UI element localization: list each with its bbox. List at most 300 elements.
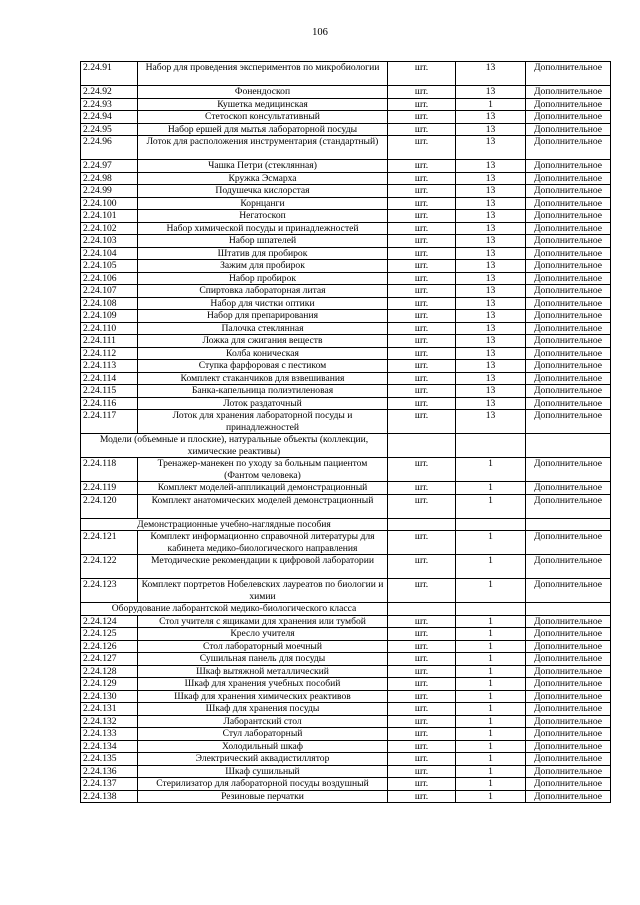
item-note: Дополнительное: [526, 410, 611, 434]
empty-cell: [456, 434, 526, 458]
item-code: 2.24.129: [81, 678, 138, 691]
item-quantity: 1: [456, 531, 526, 555]
item-note: Дополнительное: [526, 172, 611, 185]
item-quantity: 13: [456, 385, 526, 398]
item-unit: шт.: [388, 160, 456, 173]
item-name: Лоток для хранения лабораторной посуды и принадлежностей: [138, 410, 388, 434]
item-quantity: 13: [456, 260, 526, 273]
section-title: Демонстрационные учебно-наглядные пособия: [81, 518, 388, 531]
item-code: 2.24.118: [81, 458, 138, 482]
item-note: Дополнительное: [526, 778, 611, 791]
table-row: [81, 235, 611, 248]
item-note: Дополнительное: [526, 628, 611, 641]
item-note: Дополнительное: [526, 222, 611, 235]
table-row: [81, 628, 611, 641]
item-quantity: 1: [456, 628, 526, 641]
item-code: 2.24.116: [81, 397, 138, 410]
item-code: 2.24.128: [81, 665, 138, 678]
item-code: 2.24.109: [81, 310, 138, 323]
table-row: [81, 665, 611, 678]
item-quantity: 13: [456, 111, 526, 124]
item-code: 2.24.111: [81, 335, 138, 348]
item-note: Дополнительное: [526, 272, 611, 285]
item-name: Холодильный шкаф: [138, 740, 388, 753]
item-quantity: 1: [456, 790, 526, 803]
item-name: Кушетка медицинская: [138, 98, 388, 111]
item-quantity: 13: [456, 123, 526, 136]
item-name: Кружка Эсмарха: [138, 172, 388, 185]
item-unit: шт.: [388, 172, 456, 185]
table-row: [81, 111, 611, 124]
table-row: [81, 86, 611, 99]
item-name: Шкаф вытяжной металлический: [138, 665, 388, 678]
table-row: [81, 322, 611, 335]
section-row: [81, 518, 611, 531]
table-row: [81, 62, 611, 86]
item-code: 2.24.96: [81, 136, 138, 160]
item-unit: шт.: [388, 753, 456, 766]
table-row: [81, 360, 611, 373]
item-name: Палочка стеклянная: [138, 322, 388, 335]
item-unit: шт.: [388, 728, 456, 741]
section-title: Модели (объемные и плоские), натуральные объекты (коллекции, химические реактивы): [81, 434, 388, 458]
item-code: 2.24.102: [81, 222, 138, 235]
item-quantity: 1: [456, 728, 526, 741]
item-name: Методические рекомендации к цифровой лаборатории: [138, 555, 388, 579]
item-name: Комплект портретов Нобелевских лауреатов по биологии и химии: [138, 579, 388, 603]
item-quantity: 13: [456, 136, 526, 160]
item-name: Стерилизатор для лабораторной посуды воздушный: [138, 778, 388, 791]
item-unit: шт.: [388, 410, 456, 434]
item-unit: шт.: [388, 531, 456, 555]
item-name: Резиновые перчатки: [138, 790, 388, 803]
empty-cell: [526, 434, 611, 458]
item-unit: шт.: [388, 790, 456, 803]
item-name: Набор шпателей: [138, 235, 388, 248]
item-quantity: 13: [456, 285, 526, 298]
item-note: Дополнительное: [526, 790, 611, 803]
item-code: 2.24.135: [81, 753, 138, 766]
item-note: Дополнительное: [526, 197, 611, 210]
item-name: Негатоскоп: [138, 210, 388, 223]
item-note: Дополнительное: [526, 740, 611, 753]
item-code: 2.24.127: [81, 653, 138, 666]
item-note: Дополнительное: [526, 247, 611, 260]
item-note: Дополнительное: [526, 335, 611, 348]
item-name: Шкаф для хранения посуды: [138, 703, 388, 716]
item-note: Дополнительное: [526, 372, 611, 385]
item-quantity: 1: [456, 678, 526, 691]
item-unit: шт.: [388, 628, 456, 641]
item-quantity: 13: [456, 347, 526, 360]
item-quantity: 1: [456, 690, 526, 703]
item-code: 2.24.121: [81, 531, 138, 555]
table-row: [81, 136, 611, 160]
item-name: Стол лабораторный моечный: [138, 640, 388, 653]
table-row: [81, 579, 611, 603]
item-name: Комплект анатомических моделей демонстрационный: [138, 494, 388, 518]
item-code: 2.24.136: [81, 765, 138, 778]
item-unit: шт.: [388, 98, 456, 111]
item-note: Дополнительное: [526, 210, 611, 223]
item-note: Дополнительное: [526, 360, 611, 373]
item-quantity: 1: [456, 740, 526, 753]
table-row: [81, 123, 611, 136]
item-code: 2.24.114: [81, 372, 138, 385]
item-note: Дополнительное: [526, 690, 611, 703]
item-quantity: 13: [456, 222, 526, 235]
table-row: [81, 172, 611, 185]
item-note: Дополнительное: [526, 111, 611, 124]
item-unit: шт.: [388, 579, 456, 603]
item-unit: шт.: [388, 703, 456, 716]
item-code: 2.24.122: [81, 555, 138, 579]
item-code: 2.24.133: [81, 728, 138, 741]
item-note: Дополнительное: [526, 235, 611, 248]
item-code: 2.24.119: [81, 482, 138, 495]
item-unit: шт.: [388, 397, 456, 410]
item-quantity: 1: [456, 778, 526, 791]
item-unit: шт.: [388, 285, 456, 298]
table-row: [81, 690, 611, 703]
item-quantity: 1: [456, 615, 526, 628]
table-row: [81, 494, 611, 518]
item-unit: шт.: [388, 678, 456, 691]
item-unit: шт.: [388, 123, 456, 136]
item-name: Комплект информационно справочной литературы для кабинета медико-биологического направления: [138, 531, 388, 555]
table-row: [81, 703, 611, 716]
table-row: [81, 347, 611, 360]
empty-cell: [388, 434, 456, 458]
item-unit: шт.: [388, 494, 456, 518]
item-name: Лоток для расположения инструментария (стандартный): [138, 136, 388, 160]
empty-cell: [526, 518, 611, 531]
table-row: [81, 260, 611, 273]
item-note: Дополнительное: [526, 531, 611, 555]
item-name: Шкаф для хранения химических реактивов: [138, 690, 388, 703]
item-note: Дополнительное: [526, 86, 611, 99]
item-unit: шт.: [388, 665, 456, 678]
item-quantity: 13: [456, 62, 526, 86]
section-row: [81, 434, 611, 458]
item-code: 2.24.106: [81, 272, 138, 285]
item-name: Спиртовка лабораторная литая: [138, 285, 388, 298]
section-row: [81, 603, 611, 616]
item-unit: шт.: [388, 765, 456, 778]
item-code: 2.24.108: [81, 297, 138, 310]
table-row: [81, 715, 611, 728]
item-name: Стол учителя с ящиками для хранения или тумбой: [138, 615, 388, 628]
item-note: Дополнительное: [526, 123, 611, 136]
item-quantity: 13: [456, 86, 526, 99]
item-quantity: 13: [456, 172, 526, 185]
item-name: Ступка фарфоровая с пестиком: [138, 360, 388, 373]
item-unit: шт.: [388, 335, 456, 348]
item-note: Дополнительное: [526, 62, 611, 86]
item-quantity: 13: [456, 272, 526, 285]
item-name: Фонендоскоп: [138, 86, 388, 99]
item-unit: шт.: [388, 62, 456, 86]
table-row: [81, 531, 611, 555]
item-unit: шт.: [388, 778, 456, 791]
item-code: 2.24.99: [81, 185, 138, 198]
item-note: Дополнительное: [526, 615, 611, 628]
item-unit: шт.: [388, 247, 456, 260]
item-name: Шкаф для хранения учебных пособий: [138, 678, 388, 691]
item-code: 2.24.112: [81, 347, 138, 360]
item-unit: шт.: [388, 297, 456, 310]
item-note: Дополнительное: [526, 703, 611, 716]
item-name: Чашка Петри (стеклянная): [138, 160, 388, 173]
item-quantity: 1: [456, 579, 526, 603]
table-row: [81, 98, 611, 111]
item-note: Дополнительное: [526, 347, 611, 360]
table-row: [81, 410, 611, 434]
item-quantity: 13: [456, 335, 526, 348]
item-quantity: 1: [456, 555, 526, 579]
item-code: 2.24.107: [81, 285, 138, 298]
item-note: Дополнительное: [526, 665, 611, 678]
item-unit: шт.: [388, 615, 456, 628]
item-note: Дополнительное: [526, 678, 611, 691]
item-unit: шт.: [388, 111, 456, 124]
item-note: Дополнительное: [526, 640, 611, 653]
table-row: [81, 753, 611, 766]
item-quantity: 1: [456, 753, 526, 766]
item-note: Дополнительное: [526, 482, 611, 495]
item-quantity: 1: [456, 458, 526, 482]
table-row: [81, 272, 611, 285]
item-code: 2.24.101: [81, 210, 138, 223]
item-code: 2.24.104: [81, 247, 138, 260]
item-code: 2.24.91: [81, 62, 138, 86]
item-quantity: 1: [456, 653, 526, 666]
item-unit: шт.: [388, 740, 456, 753]
table-row: [81, 210, 611, 223]
item-code: 2.24.110: [81, 322, 138, 335]
item-name: Комплект стаканчиков для взвешивания: [138, 372, 388, 385]
item-code: 2.24.125: [81, 628, 138, 641]
item-note: Дополнительное: [526, 728, 611, 741]
item-unit: шт.: [388, 310, 456, 323]
table-row: [81, 790, 611, 803]
item-unit: шт.: [388, 690, 456, 703]
item-quantity: 13: [456, 372, 526, 385]
table-row: [81, 778, 611, 791]
table-body: [81, 62, 611, 803]
item-code: 2.24.120: [81, 494, 138, 518]
item-quantity: 13: [456, 322, 526, 335]
table-row: [81, 335, 611, 348]
table-row: [81, 247, 611, 260]
table-row: [81, 640, 611, 653]
item-quantity: 13: [456, 197, 526, 210]
item-name: Набор для проведения экспериментов по микробиологии: [138, 62, 388, 86]
item-name: Стетоскоп консультативный: [138, 111, 388, 124]
item-unit: шт.: [388, 197, 456, 210]
item-quantity: 13: [456, 360, 526, 373]
item-name: Стул лабораторный: [138, 728, 388, 741]
item-code: 2.24.137: [81, 778, 138, 791]
item-note: Дополнительное: [526, 753, 611, 766]
item-unit: шт.: [388, 385, 456, 398]
page-number: 106: [312, 27, 328, 38]
item-quantity: 1: [456, 703, 526, 716]
item-name: Кресло учителя: [138, 628, 388, 641]
item-unit: шт.: [388, 458, 456, 482]
item-quantity: 1: [456, 98, 526, 111]
table-row: [81, 765, 611, 778]
item-note: Дополнительное: [526, 160, 611, 173]
empty-cell: [388, 518, 456, 531]
item-quantity: 1: [456, 494, 526, 518]
item-unit: шт.: [388, 640, 456, 653]
item-quantity: 1: [456, 665, 526, 678]
item-code: 2.24.132: [81, 715, 138, 728]
item-note: Дополнительное: [526, 653, 611, 666]
table-row: [81, 185, 611, 198]
item-quantity: 1: [456, 715, 526, 728]
table-row: [81, 197, 611, 210]
item-note: Дополнительное: [526, 494, 611, 518]
item-unit: шт.: [388, 372, 456, 385]
item-name: Лоток раздаточный: [138, 397, 388, 410]
item-unit: шт.: [388, 360, 456, 373]
item-quantity: 13: [456, 310, 526, 323]
table-row: [81, 678, 611, 691]
item-quantity: 13: [456, 410, 526, 434]
item-code: 2.24.130: [81, 690, 138, 703]
item-quantity: 13: [456, 185, 526, 198]
table-row: [81, 458, 611, 482]
table-row: [81, 397, 611, 410]
table-row: [81, 222, 611, 235]
item-code: 2.24.94: [81, 111, 138, 124]
table-row: [81, 297, 611, 310]
item-note: Дополнительное: [526, 136, 611, 160]
item-code: 2.24.100: [81, 197, 138, 210]
item-code: 2.24.113: [81, 360, 138, 373]
item-unit: шт.: [388, 272, 456, 285]
item-note: Дополнительное: [526, 397, 611, 410]
table-row: [81, 482, 611, 495]
item-note: Дополнительное: [526, 385, 611, 398]
item-code: 2.24.115: [81, 385, 138, 398]
table-row: [81, 385, 611, 398]
item-name: Подушечка кислорстая: [138, 185, 388, 198]
item-name: Корнцанги: [138, 197, 388, 210]
item-unit: шт.: [388, 322, 456, 335]
item-code: 2.24.103: [81, 235, 138, 248]
item-note: Дополнительное: [526, 185, 611, 198]
table-row: [81, 728, 611, 741]
item-quantity: 1: [456, 482, 526, 495]
item-code: 2.24.138: [81, 790, 138, 803]
table-row: [81, 653, 611, 666]
item-code: 2.24.98: [81, 172, 138, 185]
item-code: 2.24.97: [81, 160, 138, 173]
table-row: [81, 372, 611, 385]
item-name: Зажим для пробирок: [138, 260, 388, 273]
item-unit: шт.: [388, 222, 456, 235]
item-quantity: 1: [456, 640, 526, 653]
item-unit: шт.: [388, 260, 456, 273]
item-unit: шт.: [388, 482, 456, 495]
item-unit: шт.: [388, 136, 456, 160]
item-quantity: 13: [456, 210, 526, 223]
empty-cell: [388, 603, 456, 616]
item-code: 2.24.117: [81, 410, 138, 434]
item-quantity: 13: [456, 397, 526, 410]
item-unit: шт.: [388, 715, 456, 728]
item-unit: шт.: [388, 235, 456, 248]
item-name: Набор химической посуды и принадлежностей: [138, 222, 388, 235]
item-quantity: 13: [456, 297, 526, 310]
item-name: Набор ершей для мытья лабораторной посуды: [138, 123, 388, 136]
empty-cell: [456, 518, 526, 531]
item-name: Шкаф сушильный: [138, 765, 388, 778]
item-note: Дополнительное: [526, 555, 611, 579]
item-note: Дополнительное: [526, 765, 611, 778]
item-unit: шт.: [388, 210, 456, 223]
item-name: Набор пробирок: [138, 272, 388, 285]
item-name: Набор для чистки оптики: [138, 297, 388, 310]
item-unit: шт.: [388, 86, 456, 99]
table-row: [81, 615, 611, 628]
item-note: Дополнительное: [526, 458, 611, 482]
table-row: [81, 310, 611, 323]
item-unit: шт.: [388, 185, 456, 198]
item-note: Дополнительное: [526, 579, 611, 603]
item-unit: шт.: [388, 555, 456, 579]
table-row: [81, 555, 611, 579]
item-note: Дополнительное: [526, 260, 611, 273]
item-unit: шт.: [388, 347, 456, 360]
item-code: 2.24.95: [81, 123, 138, 136]
item-note: Дополнительное: [526, 322, 611, 335]
item-note: Дополнительное: [526, 285, 611, 298]
item-name: Электрический аквадистиллятор: [138, 753, 388, 766]
item-name: Тренажер-манекен по уходу за больным пациентом (Фантом человека): [138, 458, 388, 482]
item-name: Набор для препарирования: [138, 310, 388, 323]
item-name: Ложка для сжигания веществ: [138, 335, 388, 348]
item-quantity: 13: [456, 247, 526, 260]
section-title: Оборудование лаборантской медико-биологического класса: [81, 603, 388, 616]
item-code: 2.24.123: [81, 579, 138, 603]
table-row: [81, 160, 611, 173]
item-name: Комплект моделей-аппликаций демонстрационный: [138, 482, 388, 495]
empty-cell: [456, 603, 526, 616]
table-row: [81, 740, 611, 753]
item-code: 2.24.93: [81, 98, 138, 111]
item-unit: шт.: [388, 653, 456, 666]
item-quantity: 13: [456, 235, 526, 248]
item-name: Лаборантский стол: [138, 715, 388, 728]
item-code: 2.24.126: [81, 640, 138, 653]
item-quantity: 1: [456, 765, 526, 778]
item-note: Дополнительное: [526, 715, 611, 728]
empty-cell: [526, 603, 611, 616]
item-name: Банка-капельница полиэтиленовая: [138, 385, 388, 398]
item-code: 2.24.134: [81, 740, 138, 753]
item-code: 2.24.131: [81, 703, 138, 716]
item-note: Дополнительное: [526, 297, 611, 310]
item-code: 2.24.105: [81, 260, 138, 273]
item-name: Сушильная панель для посуды: [138, 653, 388, 666]
item-name: Штатив для пробирок: [138, 247, 388, 260]
item-code: 2.24.92: [81, 86, 138, 99]
item-name: Колба коническая: [138, 347, 388, 360]
